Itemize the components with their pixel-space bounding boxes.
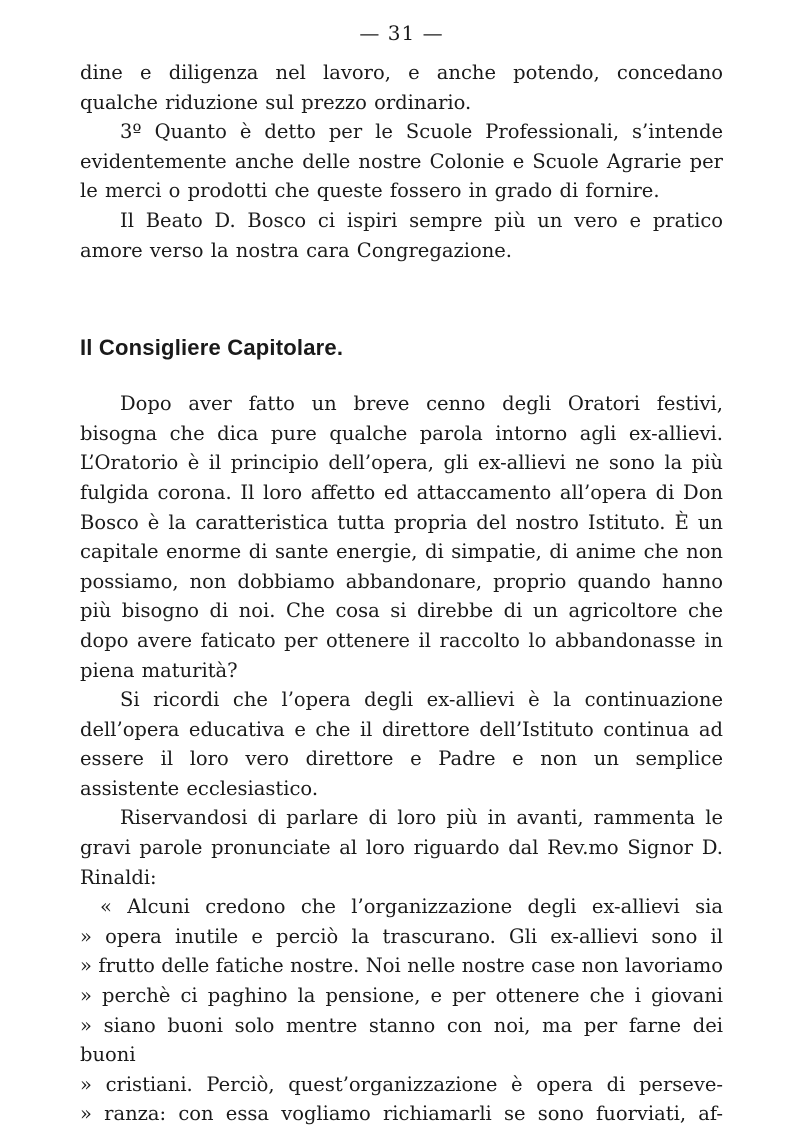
book-page — [80, 20, 723, 1129]
closing-wish-paragraph: Il Beato D. Bosco ci ispiri sempre più un vero e pratico amore verso la nostra cara Congregazione. — [80, 208, 723, 262]
body-paragraph-1: Dopo aver fatto un breve cenno degli Oratori festivi, bisogna che dica pure qualche parola intorno agli ex-allievi. L’Oratorio è il principio dell’opera, gli ex-allievi ne sono la più fulgida corona. Il loro affetto ed attaccamento all’opera di Don Bosco è la caratteristica tutta propria del nostro Istituto. È un capitale enorme di sante energie, di simpatie, di anime che non possiamo, non dobbiamo abbandonare, proprio quando hanno più bisogno di noi. Che cosa si direbbe di un agricoltore che dopo avere faticato per ottenere il raccolto lo abbandonasse in piena maturità? — [80, 392, 723, 682]
page-number: — 31 — — [359, 21, 444, 45]
body-paragraph-2: Si ricordi che l’opera degli ex-allievi è la continuazione dell’opera educativa e che il direttore dell’Istituto continua ad essere il loro vero direttore e Padre e non un semplice assistente ecclesiastico. — [80, 688, 723, 800]
section-heading: Il Consigliere Capitolare. — [80, 335, 344, 361]
rinaldi-quote — [80, 892, 723, 1129]
quote-line: » cristiani. Perciò, quest’organizzazione è opera di perseve- — [80, 1072, 723, 1096]
point-three-paragraph: 3º Quanto è detto per le Scuole Professionali, s’intende evidentemente anche delle nostre Colonie e Scuole Agrarie per le merci o prodotti che queste fossero in grado di fornire. — [80, 120, 723, 203]
quote-line: » opera inutile e perciò la trascurano. Gli ex-allievi sono il — [80, 924, 723, 948]
intro-paragraph: dine e diligenza nel lavoro, e anche potendo, concedano qualche riduzione sul prezzo ordinario. — [80, 61, 723, 114]
quote-line: » ranza: con essa vogliamo richiamarli se sono fuorviati, af- — [80, 1102, 723, 1126]
body-paragraph-3: Riservandosi di parlare di loro più in avanti, rammenta le gravi parole pronunciate al loro riguardo dal Rev.mo Signor D. Rinaldi: — [80, 806, 723, 889]
quote-line: » frutto delle fatiche nostre. Noi nelle nostre case non lavoriamo — [80, 954, 723, 978]
quote-line: « Alcuni credono che l’organizzazione degli ex-allievi sia — [100, 895, 723, 919]
quote-line: » siano buoni solo mentre stanno con noi, ma per farne dei buoni — [80, 1013, 723, 1067]
quote-line: » perchè ci paghino la pensione, e per ottenere che i giovani — [80, 984, 723, 1008]
